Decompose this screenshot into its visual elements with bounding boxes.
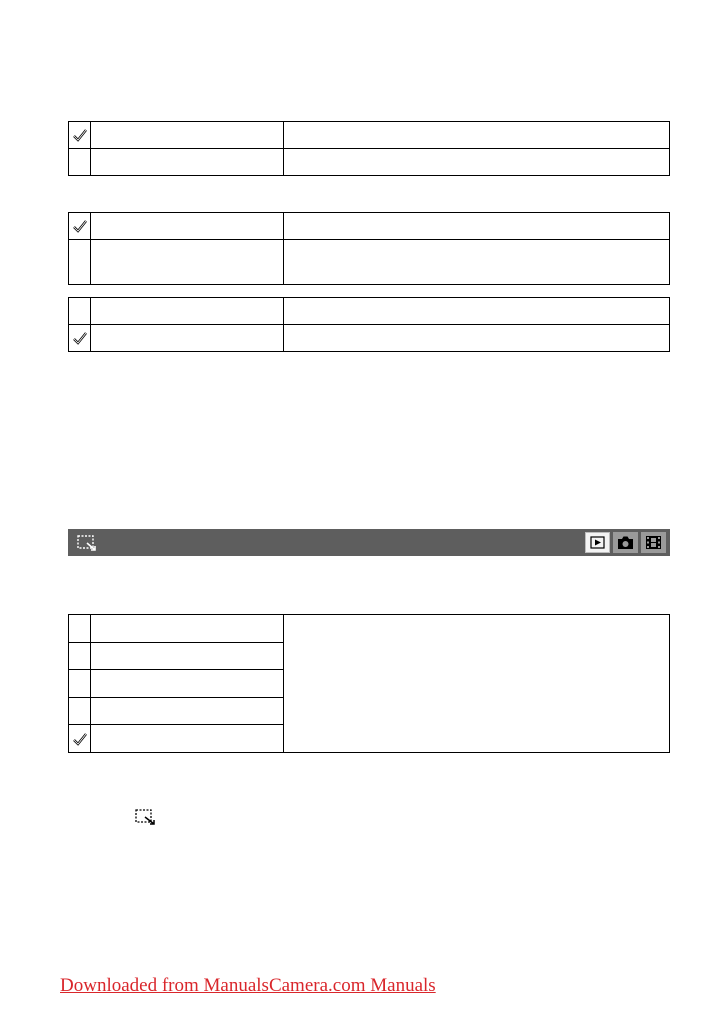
option-cell: [91, 725, 284, 753]
table-row: [69, 325, 670, 352]
check-cell: [69, 670, 91, 698]
settings-table-2: [68, 212, 670, 285]
description-cell: [284, 325, 670, 352]
description-cell: [284, 149, 670, 176]
movie-mode-tab[interactable]: [641, 532, 666, 553]
image-effect-icon: [77, 535, 97, 551]
option-cell: [91, 149, 284, 176]
option-cell: [91, 240, 284, 285]
option-cell: [91, 298, 284, 325]
description-cell: [284, 240, 670, 285]
check-cell: [69, 697, 91, 725]
check-cell: [69, 149, 91, 176]
image-effect-icon: [135, 809, 157, 825]
option-cell: [91, 213, 284, 240]
movie-film-icon: [641, 532, 666, 553]
option-cell: [91, 670, 284, 698]
check-cell: [69, 240, 91, 285]
checkmark-icon: [72, 331, 88, 345]
option-cell: [91, 122, 284, 149]
check-cell: [69, 615, 91, 643]
description-cell: [284, 122, 670, 149]
option-cell: [91, 642, 284, 670]
playback-mode-tab[interactable]: [585, 532, 610, 553]
option-cell: [91, 615, 284, 643]
still-mode-tab[interactable]: [613, 532, 638, 553]
playback-icon: [586, 533, 609, 552]
table-row: [69, 213, 670, 240]
menu-header-bar: [68, 529, 670, 556]
table-row: [69, 149, 670, 176]
table-row: [69, 122, 670, 149]
checkmark-icon: [72, 219, 88, 233]
check-cell: [69, 298, 91, 325]
check-cell: [69, 213, 91, 240]
option-cell: [91, 697, 284, 725]
check-cell: [69, 325, 91, 352]
description-cell: [284, 298, 670, 325]
check-cell: [69, 725, 91, 753]
check-cell: [69, 122, 91, 149]
description-cell: [284, 213, 670, 240]
checkmark-icon: [72, 732, 88, 746]
table-row: [69, 240, 670, 285]
settings-table-3: [68, 297, 670, 352]
option-cell: [91, 325, 284, 352]
settings-table-4: [68, 614, 670, 753]
table-row: [69, 298, 670, 325]
camera-icon: [613, 532, 638, 553]
table-row: [69, 615, 670, 643]
download-source-link[interactable]: Downloaded from ManualsCamera.com Manuals: [60, 975, 436, 996]
settings-table-1: [68, 121, 670, 176]
checkmark-icon: [72, 128, 88, 142]
description-cell: [284, 615, 670, 753]
check-cell: [69, 642, 91, 670]
